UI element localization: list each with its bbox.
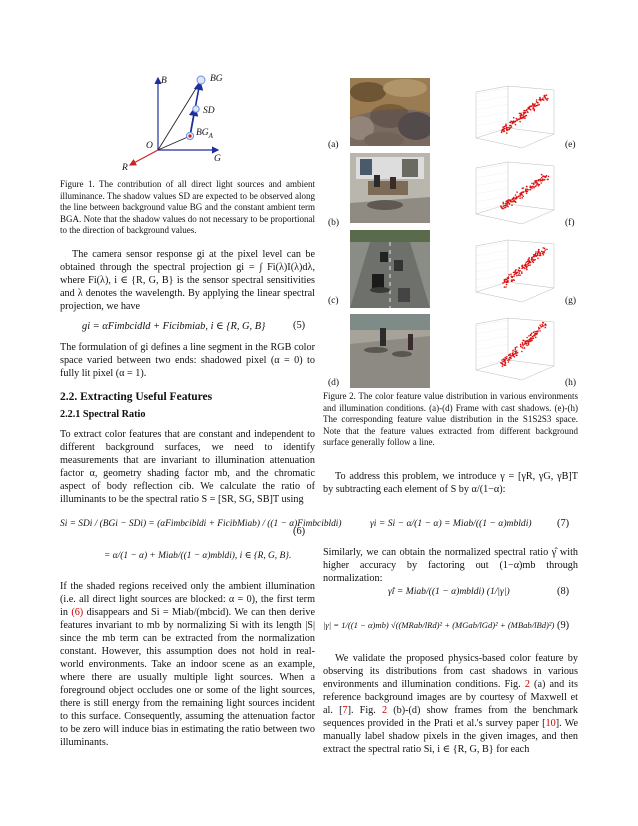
scatter-point <box>526 337 528 339</box>
scatter-point <box>539 324 541 326</box>
panel-c-photo <box>350 230 430 308</box>
scatter-point <box>526 186 528 188</box>
label-b: B <box>161 76 167 86</box>
scatter-point <box>508 361 510 363</box>
figure-2 <box>322 78 587 390</box>
scatter-point <box>515 120 517 122</box>
equation-6-line-1: Si = SDi / (BGi − SDi) = (αFimbcibldi + FicibMiab) / ((1 − α)Fimbcibldi) <box>60 519 342 529</box>
scatter-point <box>505 123 507 125</box>
scatter-point <box>516 196 518 198</box>
scatter-point <box>525 190 527 192</box>
panel-label-b: (b) <box>328 218 340 228</box>
panel-f-plot <box>462 158 560 228</box>
scatter-point <box>505 286 507 288</box>
scatter-point <box>523 112 525 114</box>
label-sd: SD <box>203 106 215 116</box>
equation-7-number: (7) <box>557 518 570 529</box>
scatter-point <box>511 276 513 278</box>
scatter-point <box>516 191 518 193</box>
scatter-point <box>531 105 533 107</box>
scatter-point <box>535 251 537 253</box>
scatter-point <box>519 197 521 199</box>
axis-r <box>130 150 158 165</box>
figure-1 <box>118 68 258 176</box>
scatter-point <box>510 353 512 355</box>
scatter-point <box>507 206 509 208</box>
scatter-point <box>533 182 535 184</box>
scatter-point <box>544 248 546 250</box>
scatter-point <box>509 203 511 205</box>
equation-5-number: (5) <box>293 320 306 331</box>
scatter-point <box>502 202 504 204</box>
figure-1-caption: Figure 1. The contribution of all direct light sources and ambient illuminance. The shadow values SD are expected to be observed along the line between background value BG and the constant ambient term BGA. Note that the shadow values do not necessary to be proportional to the direction of background values. <box>60 179 315 236</box>
scatter-point <box>521 115 523 117</box>
panel-label-e: (e) <box>565 140 576 150</box>
scatter-point <box>531 257 533 259</box>
scatter-point <box>514 199 516 201</box>
scatter-point <box>536 181 538 183</box>
scatter-point <box>515 198 517 200</box>
panel-label-d: (d) <box>328 378 340 388</box>
scatter-point <box>537 254 539 256</box>
scatter-point <box>539 98 541 100</box>
scatter-point <box>544 249 546 251</box>
scatter-point <box>541 251 543 253</box>
scatter-point <box>540 253 542 255</box>
scatter-point <box>544 179 546 181</box>
scatter-point <box>531 340 533 342</box>
scatter-point <box>521 268 523 270</box>
scatter-point <box>504 281 506 283</box>
scatter-point <box>520 344 522 346</box>
scatter-point <box>507 277 509 279</box>
scatter-point <box>515 353 517 355</box>
scatter-point <box>524 268 526 270</box>
figure-2-link[interactable]: 2 <box>524 679 530 690</box>
left-para-4: If the shaded regions received only the ambient illumination (i.e. all direct light sources are blocked: α = 0), the first term in (6) disappears and Si = Miab/(mbcid). We can then derive features invariant to mb by normalizing Si with its length |S| since the mb term can be extracted from the normalization constant. However, this assumption does not hold in real-world environments. Take an indoor scene as an example, where there are usually multiple light sources. When a foreground object occludes one or some of the light sources, there is still energy from the remaining light sources incident to this surface. Consequently, assuming the attenuation factor to be zero will induce bias in estimating the ratio between two illuminants. <box>60 581 315 748</box>
scatter-point <box>538 180 540 182</box>
panel-label-g: (g) <box>565 296 577 306</box>
scatter-point <box>511 121 513 123</box>
scatter-point <box>545 327 547 329</box>
scatter-point <box>537 104 539 106</box>
citation-10-link[interactable]: 10 <box>545 718 556 729</box>
scatter-point <box>507 282 509 284</box>
scatter-point <box>526 109 528 111</box>
scatter-point <box>507 127 509 129</box>
scatter-point <box>527 111 529 113</box>
equation-7: γi = Si − α/(1 − α) = Miab/((1 − α)mbldi) <box>370 518 532 529</box>
scatter-point <box>511 126 513 128</box>
scatter-point <box>536 180 538 182</box>
scatter-point <box>515 347 517 349</box>
scatter-point <box>508 354 510 356</box>
scatter-point <box>531 259 533 261</box>
scatter-point <box>526 342 528 344</box>
scatter-point <box>525 264 527 266</box>
scatter-point <box>516 354 518 356</box>
scatter-point <box>531 183 533 185</box>
scatter-point <box>512 280 514 282</box>
scatter-point <box>504 364 506 366</box>
scatter-point <box>538 104 540 106</box>
scatter-point <box>520 113 522 115</box>
scatter-point <box>539 328 541 330</box>
scatter-point <box>504 286 506 288</box>
scatter-point <box>510 274 512 276</box>
scatter-point <box>535 185 537 187</box>
equation-6-line-2: = α/(1 − α) + Miab/((1 − α)mbldi), i ∈ {R, G, B}. <box>104 551 292 561</box>
scatter-point <box>515 124 517 126</box>
scatter-point <box>537 183 539 185</box>
figure-2-link-2[interactable]: 2 <box>381 705 388 716</box>
scatter-point <box>532 336 534 338</box>
scatter-point <box>514 356 516 358</box>
rgb-cube-diagram <box>118 68 258 176</box>
scatter-point <box>512 351 514 353</box>
scatter-point <box>542 180 544 182</box>
scatter-point <box>532 186 534 188</box>
scatter-point <box>546 94 548 96</box>
scatter-point <box>516 118 518 120</box>
scatter-point <box>510 125 512 127</box>
scatter-point <box>518 274 520 276</box>
scatter-point <box>521 191 523 193</box>
scatter-point <box>539 97 541 99</box>
scatter-point <box>522 344 524 346</box>
panel-label-a: (a) <box>328 140 339 150</box>
scatter-point <box>546 249 548 251</box>
bg-point <box>197 76 205 84</box>
scatter-point <box>508 129 510 131</box>
scatter-point <box>542 322 544 324</box>
scatter-point <box>542 247 544 249</box>
panel-b-photo <box>350 153 430 223</box>
scatter-point <box>515 273 517 275</box>
scatter-point <box>528 265 530 267</box>
scatter-point <box>523 191 525 193</box>
equation-8-number: (8) <box>557 586 570 597</box>
panel-label-f: (f) <box>565 218 575 228</box>
scatter-point <box>517 352 519 354</box>
scatter-point <box>515 194 517 196</box>
scatter-point <box>519 121 521 123</box>
scatter-point <box>507 201 509 203</box>
scatter-point <box>515 201 517 203</box>
scatter-point <box>515 269 517 271</box>
scatter-point <box>540 326 542 328</box>
scatter-point <box>545 323 547 325</box>
scatter-point <box>524 347 526 349</box>
scatter-point <box>542 253 544 255</box>
panel-label-h: (h) <box>565 378 577 388</box>
scatter-point <box>515 348 517 350</box>
scatter-point <box>538 250 540 252</box>
scatter-point <box>516 350 518 352</box>
scatter-point <box>540 255 542 257</box>
scatter-point <box>525 115 527 117</box>
scatter-point <box>516 120 518 122</box>
label-bga: $BG_A$ <box>196 128 213 140</box>
scatter-point <box>528 259 530 261</box>
scatter-point <box>544 96 546 98</box>
scatter-point <box>535 255 537 257</box>
scatter-point <box>537 102 539 104</box>
scatter-point <box>523 196 525 198</box>
scatter-point <box>523 110 525 112</box>
scatter-point <box>510 358 512 360</box>
panel-a-photo <box>350 78 430 146</box>
scatter-point <box>528 344 530 346</box>
scatter-point <box>513 275 515 277</box>
scatter-point <box>536 333 538 335</box>
scatter-point <box>502 282 504 284</box>
scatter-point <box>528 261 530 263</box>
scatter-point <box>530 261 532 263</box>
scatter-point <box>528 108 530 110</box>
scatter-point <box>531 338 533 340</box>
equation-8: γ̂i = Miab/((1 − α)mbldi) (1/|γ|) <box>388 586 510 597</box>
left-para-1: The camera sensor response gi at the pixel level can be obtained through the spectral projection gi = ∫ Fi(λ)I(λ)dλ, where Fi(λ), i ∈ {R, G, B} is the sensor spectral sensitivities and λ denotes the wavelength. By applying the linear spectral projection, we have <box>60 249 315 312</box>
scatter-point <box>502 208 504 210</box>
scatter-point <box>506 127 508 129</box>
scatter-point <box>501 363 503 365</box>
scatter-point <box>501 131 503 133</box>
scatter-point <box>534 180 536 182</box>
scatter-point <box>543 99 545 101</box>
scatter-point <box>513 272 515 274</box>
scatter-point <box>506 203 508 205</box>
scatter-point <box>520 117 522 119</box>
scatter-point <box>543 325 545 327</box>
scatter-point <box>534 110 536 112</box>
label-g: G <box>214 154 221 164</box>
scatter-point <box>508 199 510 201</box>
panel-g-plot <box>462 236 560 306</box>
scatter-point <box>541 324 543 326</box>
scatter-point <box>526 188 528 190</box>
scatter-point <box>532 103 534 105</box>
scatter-point <box>541 177 543 179</box>
scatter-point <box>517 272 519 274</box>
scatter-point <box>537 331 539 333</box>
label-bg: BG <box>210 74 223 84</box>
scatter-point <box>547 98 549 100</box>
scatter-point <box>513 122 515 124</box>
scatter-point <box>530 189 532 191</box>
scatter-point <box>525 341 527 343</box>
scatter-point <box>542 175 544 177</box>
panel-h-plot <box>462 314 560 384</box>
scatter-point <box>522 342 524 344</box>
label-r: R <box>122 163 128 173</box>
scatter-point <box>505 205 507 207</box>
scatter-point <box>510 199 512 201</box>
scatter-point <box>547 179 549 181</box>
scatter-point <box>540 182 542 184</box>
scatter-point <box>541 174 543 176</box>
scatter-point <box>506 132 508 134</box>
scatter-point <box>516 275 518 277</box>
scatter-point <box>536 99 538 101</box>
scatter-point <box>526 192 528 194</box>
scatter-point <box>529 340 531 342</box>
right-para-2: Similarly, we can obtain the normalized spectral ratio γ̂ with higher accuracy by factoring out (1−α)mb through normalization: <box>323 547 578 584</box>
scatter-point <box>544 176 546 178</box>
scatter-point <box>523 187 525 189</box>
citation-7-link[interactable]: 7 <box>342 705 348 716</box>
scatter-point <box>528 335 530 337</box>
scatter-point <box>512 122 514 124</box>
panel-label-c: (c) <box>328 296 339 306</box>
panel-e-plot <box>462 82 560 152</box>
scatter-point <box>540 100 542 102</box>
equation-9-number: (9) <box>557 620 570 631</box>
scatter-point <box>512 201 514 203</box>
right-para-3: We validate the proposed physics-based color feature by observing its distributions from cast shadows in various environments and illumination conditions. Fig. 2 (a) and its reference background images are by courtesy of Maxwell et al. [7]. Fig. 2 (b)-(d) show frames from the benchmark sequences provided in the Prati et al.'s survey paper [10]. We manually label shadow pixels in the given images, and then extract the spectral ratio Si, i ∈ {R, G, B} for each <box>323 653 579 755</box>
panel-d-photo <box>350 314 430 388</box>
scatter-point <box>507 360 509 362</box>
scatter-point <box>526 266 528 268</box>
scatter-point <box>520 194 522 196</box>
scatter-point <box>506 284 508 286</box>
scatter-point <box>516 346 518 348</box>
scatter-point <box>534 333 536 335</box>
scatter-point <box>500 205 502 207</box>
scatter-point <box>520 345 522 347</box>
scatter-point <box>509 355 511 357</box>
scatter-point <box>505 203 507 205</box>
scatter-point <box>508 274 510 276</box>
scatter-point <box>509 357 511 359</box>
scatter-point <box>542 97 544 99</box>
section-heading-2-2: 2.2. Extracting Useful Features <box>60 391 213 403</box>
scatter-point <box>504 357 506 359</box>
scatter-point <box>523 340 525 342</box>
figure-2-caption: Figure 2. The color feature value distribution in various environments and illumination conditions. (a)-(d) Frame with cast shadows. (e)-(h) The corresponding feature value distribution in the S1S2S3 space. Note that the feature values extracted from different background surface generally follow a line. <box>323 391 578 448</box>
scatter-point <box>525 343 527 345</box>
scatter-point <box>520 115 522 117</box>
scatter-point <box>534 335 536 337</box>
scatter-point <box>504 361 506 363</box>
scatter-point <box>503 203 505 205</box>
scatter-point <box>533 187 535 189</box>
scatter-point <box>519 113 521 115</box>
scatter-point <box>506 358 508 360</box>
scatter-point <box>533 262 535 264</box>
scatter-point <box>538 249 540 251</box>
scatter-point <box>522 347 524 349</box>
scatter-point <box>514 350 516 352</box>
scatter-point <box>502 129 504 131</box>
scatter-point <box>529 257 531 259</box>
scatter-point <box>533 332 535 334</box>
scatter-point <box>540 179 542 181</box>
scatter-point <box>504 207 506 209</box>
scatter-point <box>519 268 521 270</box>
scatter-point <box>539 330 541 332</box>
scatter-point <box>513 197 515 199</box>
left-para-3: To extract color features that are constant and independent to different background surfaces, we need to identify measurements that are invariant to illumination attenuation factor α, geometry shading factor mb, and the chromatic aspect of body reflection cib. We calculate the ratio of illuminants to be the spectral ratio S = [SR, SG, SB]T using <box>60 429 315 505</box>
scatter-point <box>519 274 521 276</box>
scatter-point <box>519 272 521 274</box>
scatter-point <box>530 334 532 336</box>
equation-6-number: (6) <box>293 526 306 537</box>
scatter-point <box>512 199 514 201</box>
scatter-point <box>505 125 507 127</box>
scatter-point <box>534 104 536 106</box>
scatter-point <box>512 350 514 352</box>
scatter-point <box>528 342 530 344</box>
scatter-point <box>517 269 519 271</box>
scatter-point <box>526 261 528 263</box>
scatter-point <box>518 196 520 198</box>
scatter-point <box>502 365 504 367</box>
scatter-point <box>535 337 537 339</box>
scatter-point <box>501 359 503 361</box>
scatter-point <box>530 187 532 189</box>
subsection-heading-2-2-1: 2.2.1 Spectral Ratio <box>60 409 146 420</box>
scatter-point <box>543 254 545 256</box>
scatter-point <box>532 259 534 261</box>
scatter-point <box>527 261 529 263</box>
scatter-point <box>504 128 506 130</box>
equation-5: gi = αFimbcidld + Ficibmiab, i ∈ {R, G, B} <box>82 321 266 332</box>
scatter-point <box>512 353 514 355</box>
scatter-point <box>503 206 505 208</box>
scatter-point <box>507 129 509 131</box>
left-para-2: The formulation of gi defines a line segment in the RGB color space varied between two ends: shadowed pixel (α = 0) to fully lit pixel (α = 1). <box>60 342 315 379</box>
scatter-point <box>518 119 520 121</box>
scatter-point <box>526 345 528 347</box>
scatter-point <box>504 358 506 360</box>
scatter-point <box>527 263 529 265</box>
scatter-point <box>548 176 550 178</box>
scatter-point <box>535 253 537 255</box>
scatter-point <box>521 273 523 275</box>
scatter-point <box>513 117 515 119</box>
right-para-1: To address this problem, we introduce γ = [γR, γG, γB]T by subtracting each element of S by α/(1−α): <box>323 471 578 495</box>
label-o: O <box>146 141 153 151</box>
scatter-point <box>506 356 508 358</box>
scatter-point <box>531 187 533 189</box>
scatter-point <box>537 258 539 260</box>
scatter-point <box>523 114 525 116</box>
scatter-point <box>526 269 528 271</box>
scatter-point <box>530 109 532 111</box>
sd-point <box>193 106 199 112</box>
scatter-point <box>521 197 523 199</box>
scatter-point <box>511 204 513 206</box>
equation-9: |γ| = 1/((1 − α)mb) √((MRab/lRd)² + (MGab/lGd)² + (MBab/lBd)²) <box>323 620 555 630</box>
scatter-point <box>503 358 505 360</box>
scatter-point <box>528 189 530 191</box>
scatter-point <box>521 351 523 353</box>
scatter-point <box>504 130 506 132</box>
equation-6-link[interactable]: (6) <box>71 607 84 618</box>
scatter-point <box>537 252 539 254</box>
scatter-point <box>534 331 536 333</box>
